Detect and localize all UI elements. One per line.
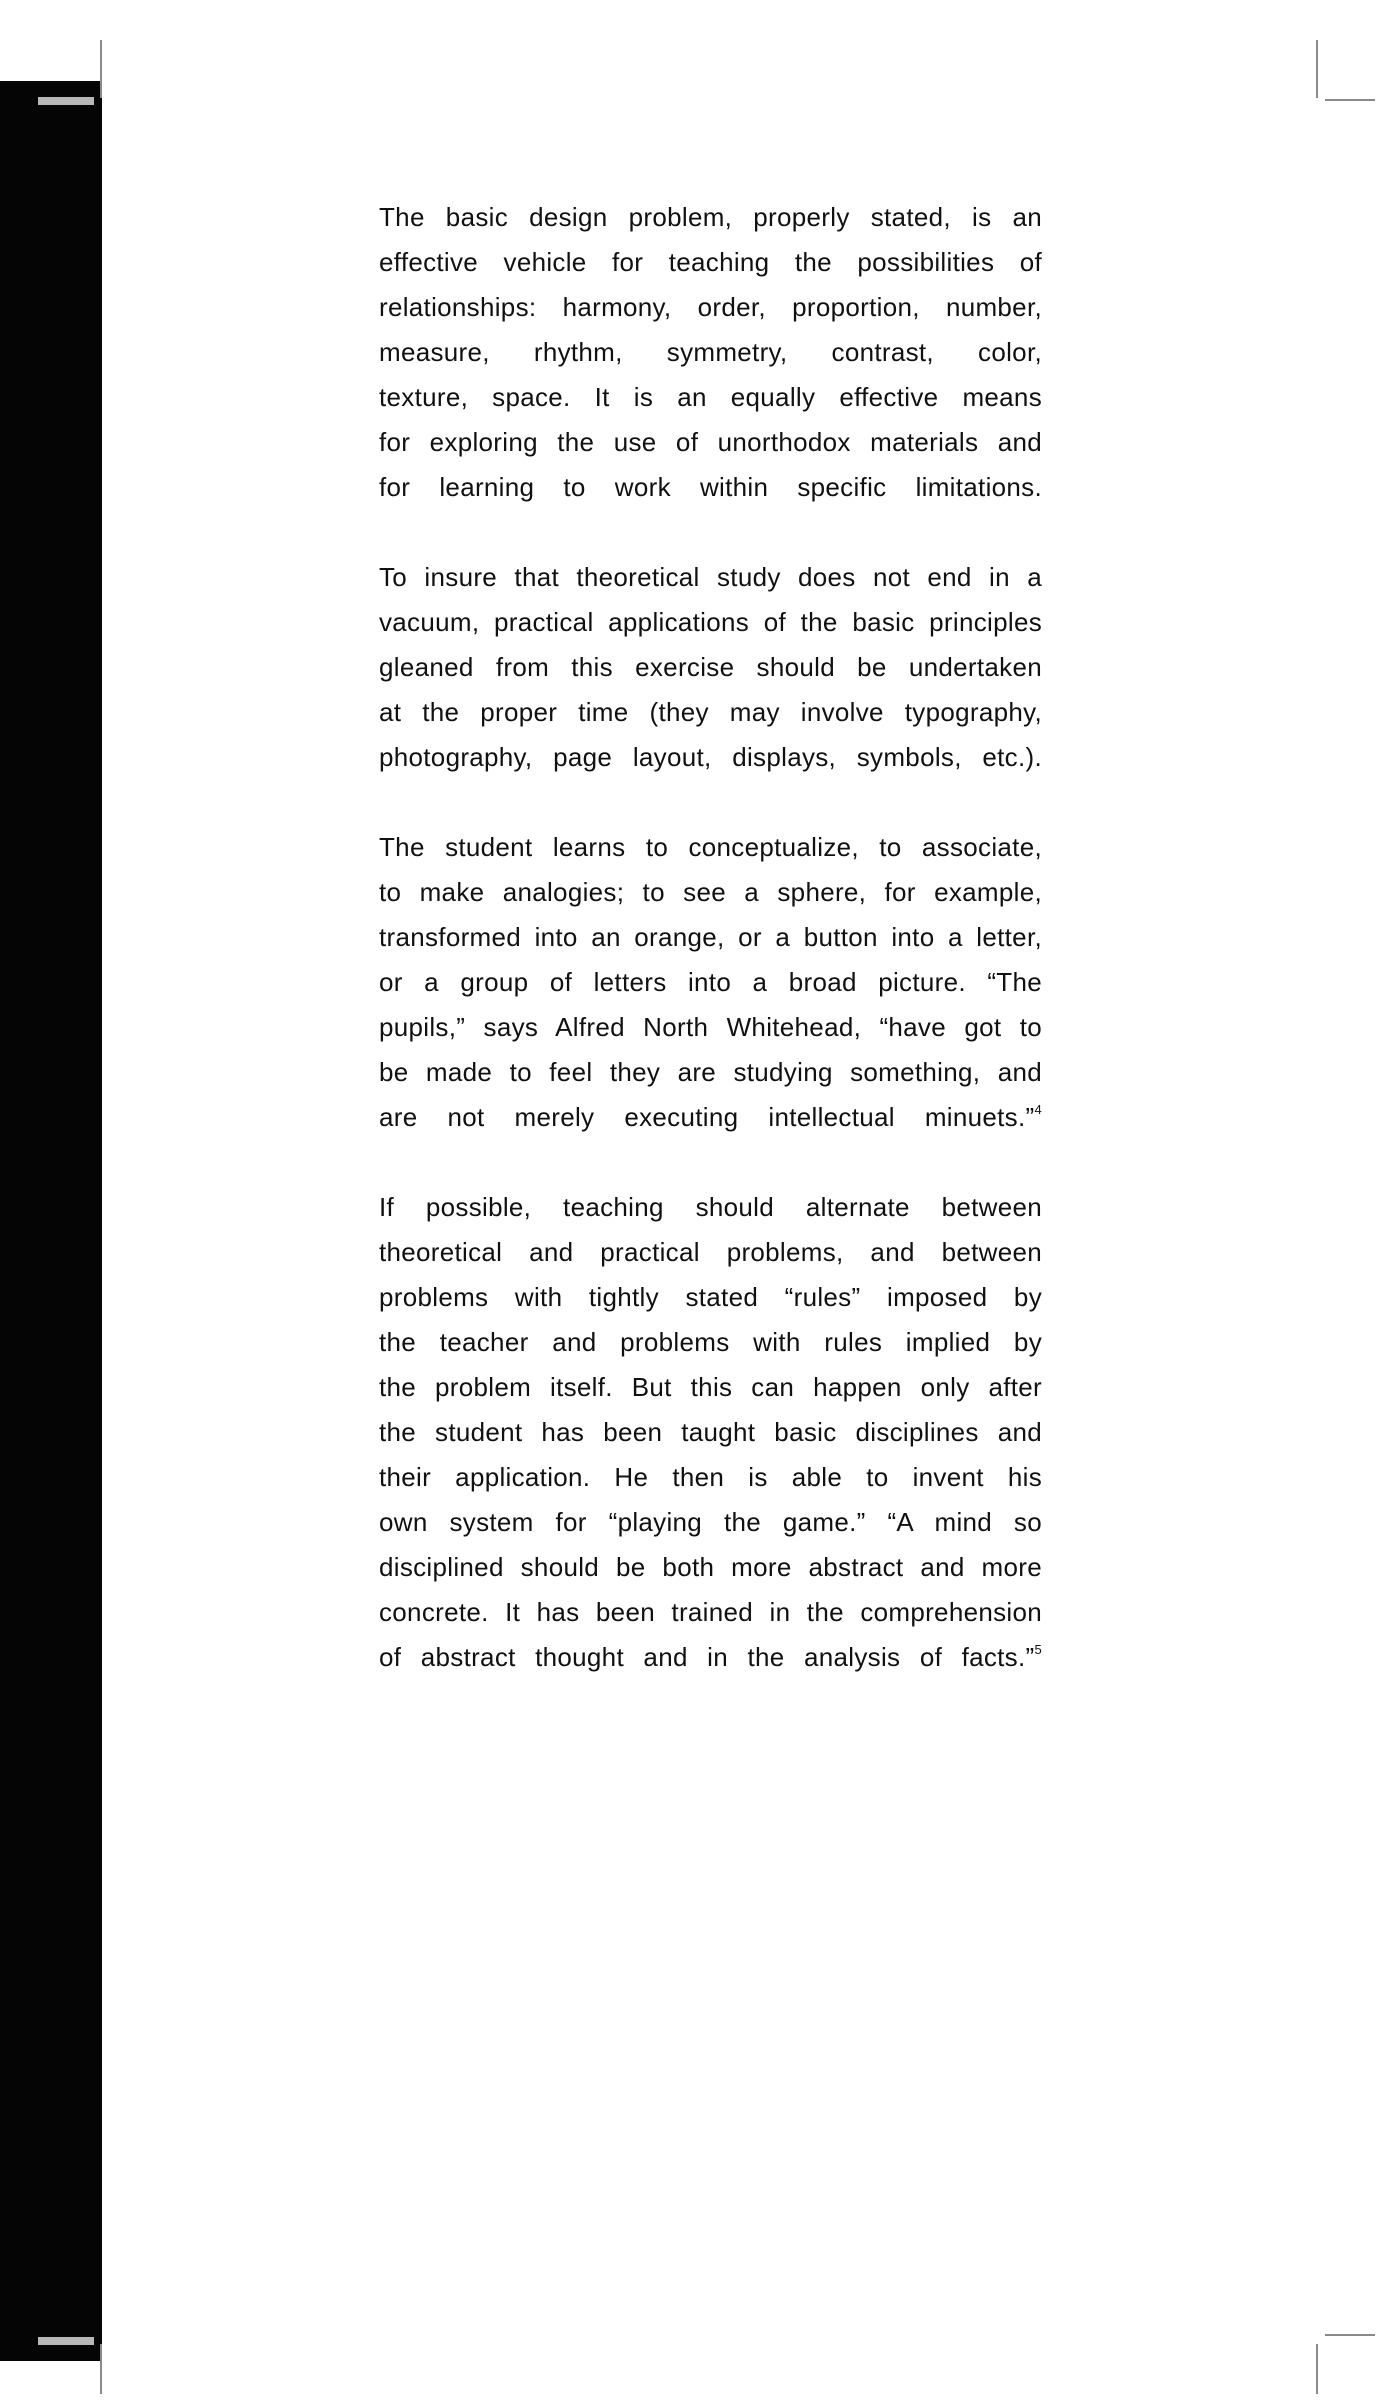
paragraph-2 xyxy=(379,555,1042,780)
crop-mark-top-left xyxy=(100,40,102,98)
text-line: the teacher and problems with rules implied by xyxy=(379,1327,1042,1357)
text-line: vacuum, practical applications of the basic principles xyxy=(379,607,1042,637)
text-line: be made to feel they are studying something, and xyxy=(379,1057,1042,1087)
text-line: texture, space. It is an equally effective means xyxy=(379,382,1042,412)
text-line: theoretical and practical problems, and between xyxy=(379,1237,1042,1267)
text-line: pupils,” says Alfred North Whitehead, “have got to xyxy=(379,1012,1042,1042)
footnote-marker: 4 xyxy=(1034,1102,1042,1117)
text-line: photography, page layout, displays, symbols, etc.). xyxy=(379,742,1042,772)
paragraph-3 xyxy=(379,825,1042,1140)
text-line-content: are not merely executing intellectual minuets.” xyxy=(379,1102,1035,1132)
paragraph-1 xyxy=(379,195,1042,510)
text-line: transformed into an orange, or a button into a letter, xyxy=(379,922,1042,952)
text-line: the student has been taught basic disciplines and xyxy=(379,1417,1042,1447)
text-line: own system for “playing the game.” “A mind so xyxy=(379,1507,1042,1537)
binding-notch-top xyxy=(38,97,94,105)
footnote-marker: 5 xyxy=(1034,1642,1042,1657)
text-line: The basic design problem, properly stated, is an xyxy=(379,202,1042,232)
text-line: gleaned from this exercise should be undertaken xyxy=(379,652,1042,682)
text-line: to make analogies; to see a sphere, for example, xyxy=(379,877,1042,907)
binding-notch-bottom xyxy=(38,2337,94,2345)
crop-mark-bottom-right-vertical xyxy=(1316,2344,1318,2394)
binding-strip xyxy=(0,81,102,2361)
text-line: effective vehicle for teaching the possibilities of xyxy=(379,247,1042,277)
paragraph-4 xyxy=(379,1185,1042,1680)
text-line: for learning to work within specific limitations. xyxy=(379,472,1042,502)
text-line: the problem itself. But this can happen only after xyxy=(379,1372,1042,1402)
text-line: relationships: harmony, order, proportion, number, xyxy=(379,292,1042,322)
text-line: their application. He then is able to invent his xyxy=(379,1462,1042,1492)
text-line: measure, rhythm, symmetry, contrast, color, xyxy=(379,337,1042,367)
text-line: The student learns to conceptualize, to associate, xyxy=(379,832,1042,862)
crop-mark-bottom-left xyxy=(100,2344,102,2394)
text-line: disciplined should be both more abstract and more xyxy=(379,1552,1042,1582)
text-line-last xyxy=(379,1635,1042,1680)
text-line: concrete. It has been trained in the comprehension xyxy=(379,1597,1042,1627)
text-line: for exploring the use of unorthodox materials and xyxy=(379,427,1042,457)
text-line: or a group of letters into a broad picture. “The xyxy=(379,967,1042,997)
text-line: at the proper time (they may involve typography, xyxy=(379,697,1042,727)
text-line-last xyxy=(379,1095,1042,1140)
text-line: To insure that theoretical study does not end in a xyxy=(379,562,1042,592)
text-line: If possible, teaching should alternate between xyxy=(379,1192,1042,1222)
crop-mark-bottom-right-horizontal xyxy=(1325,2334,1375,2336)
text-line-content: of abstract thought and in the analysis of facts.” xyxy=(379,1642,1035,1672)
crop-mark-top-right-horizontal xyxy=(1325,99,1375,101)
crop-mark-top-right-vertical xyxy=(1316,40,1318,98)
text-column xyxy=(379,195,1042,1725)
text-line: problems with tightly stated “rules” imposed by xyxy=(379,1282,1042,1312)
